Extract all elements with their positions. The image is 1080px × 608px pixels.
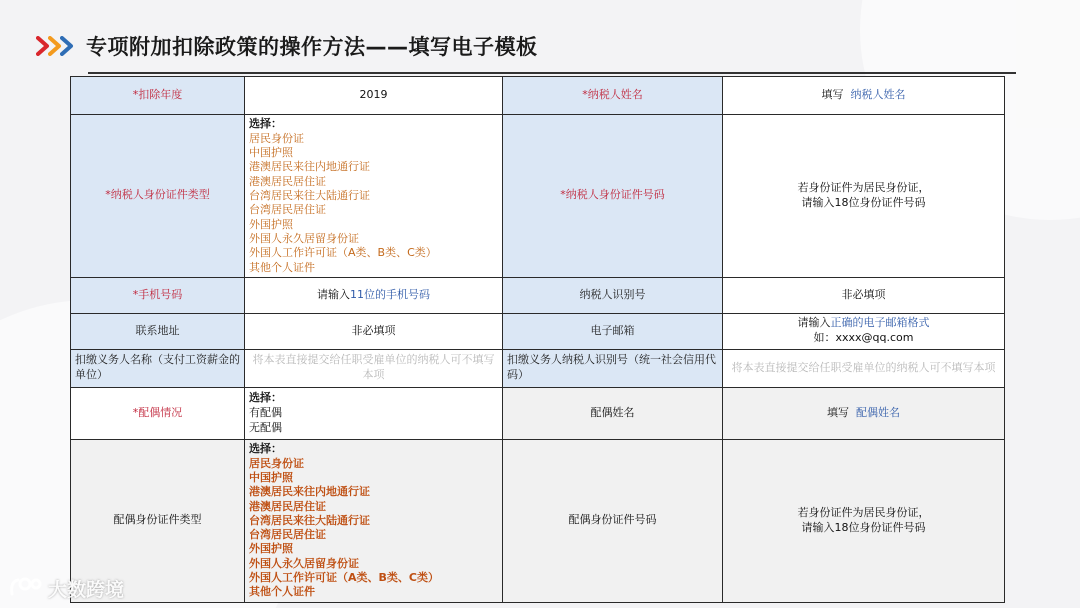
hint-highlight: 11位的手机号码 xyxy=(350,287,430,301)
field-label-deduction-year: *扣除年度 xyxy=(71,77,245,115)
spouse-id-number-hint xyxy=(723,439,1005,602)
option-item: 港澳居民居住证 xyxy=(249,499,326,513)
hint-prefix: 填写 xyxy=(821,88,844,102)
field-label-withholding-agent: 扣缴义务人名称（支付工资薪金的单位） xyxy=(71,349,245,387)
option-item: 外国护照 xyxy=(249,542,293,556)
option-item: 港澳居民居住证 xyxy=(249,174,326,188)
hint-prefix: 填写 xyxy=(827,405,849,419)
options-heading: 选择： xyxy=(249,117,282,130)
hint-line: 若身份证件为居民身份证， xyxy=(797,505,930,519)
id-number-hint xyxy=(723,115,1005,278)
option-item: 外国护照 xyxy=(249,217,293,231)
option-item: 其他个人证件 xyxy=(249,585,315,599)
option-item: 港澳居民来往内地通行证 xyxy=(249,160,370,174)
watermark xyxy=(8,574,124,603)
option-item: 台湾居民居住证 xyxy=(249,528,326,542)
options-heading: 选择： xyxy=(249,391,282,405)
table-row xyxy=(71,277,1005,313)
spouse-status-options xyxy=(245,387,503,439)
logo-icon xyxy=(8,574,42,603)
table-row xyxy=(71,313,1005,349)
option-item: 台湾居民来往大陆通行证 xyxy=(249,513,370,527)
field-label-id-type: *纳税人身份证件类型 xyxy=(71,115,245,278)
slide-header xyxy=(36,28,538,64)
title-divider xyxy=(88,72,1016,74)
field-label-spouse-status: *配偶情况 xyxy=(71,387,245,439)
table-row xyxy=(71,349,1005,387)
option-item: 台湾居民来往大陆通行证 xyxy=(249,189,370,203)
field-label-withholding-agent-id: 扣缴义务人纳税人识别号（统一社会信用代码） xyxy=(503,349,723,387)
field-label-address: 联系地址 xyxy=(71,313,245,349)
withholding-agent-id-hint: 将本表直接提交给任职受雇单位的纳税人可不填写本项 xyxy=(723,349,1005,387)
spouse-id-type-options xyxy=(245,439,503,602)
option-item: 台湾居民居住证 xyxy=(249,203,326,217)
hint-line: 若身份证件为居民身份证， xyxy=(797,181,930,195)
table-row xyxy=(71,77,1005,115)
spouse-name-hint xyxy=(723,387,1005,439)
table-row xyxy=(71,439,1005,602)
taxpayer-id-hint: 非必填项 xyxy=(723,277,1005,313)
email-example: 如：xxxx@qq.com xyxy=(813,331,914,345)
field-label-taxpayer-name: *纳税人姓名 xyxy=(503,77,723,115)
withholding-agent-hint: 将本表直接提交给任职受雇单位的纳税人可不填写本项 xyxy=(245,349,503,387)
hint-highlight: 纳税人姓名 xyxy=(850,88,906,102)
option-item: 居民身份证 xyxy=(249,456,304,470)
field-label-email: 电子邮箱 xyxy=(503,313,723,349)
hint-highlight: 配偶姓名 xyxy=(856,405,900,419)
option-item: 无配偶 xyxy=(249,420,282,434)
chevron-arrows-icon xyxy=(36,36,72,56)
field-label-spouse-name: 配偶姓名 xyxy=(503,387,723,439)
option-item: 外国人工作许可证（A类、B类、C类） xyxy=(249,571,439,585)
field-label-spouse-id-number: 配偶身份证件号码 xyxy=(503,439,723,602)
options-heading: 选择： xyxy=(249,441,282,455)
watermark-text: 大数跨境 xyxy=(48,579,125,601)
table-row xyxy=(71,387,1005,439)
deduction-year-value: 2019 xyxy=(245,77,503,115)
field-label-taxpayer-id: 纳税人识别号 xyxy=(503,277,723,313)
taxpayer-name-hint xyxy=(723,77,1005,115)
hint-line: 请输入18位身份证件号码 xyxy=(801,520,926,534)
option-item: 有配偶 xyxy=(249,405,282,419)
id-type-options xyxy=(245,115,503,278)
option-item: 外国人工作许可证（A类、B类、C类） xyxy=(249,246,437,260)
hint-line: 请输入18位身份证件号码 xyxy=(801,195,926,209)
option-item: 外国人永久居留身份证 xyxy=(249,556,359,570)
hint-highlight: 正确的电子邮箱格式 xyxy=(830,316,930,330)
option-item: 居民身份证 xyxy=(249,131,304,145)
hint-prefix: 请输入 xyxy=(797,316,831,330)
option-item: 外国人永久居留身份证 xyxy=(249,231,359,245)
email-hint xyxy=(723,313,1005,349)
table-row xyxy=(71,115,1005,278)
phone-hint xyxy=(245,277,503,313)
field-label-id-number: *纳税人身份证件号码 xyxy=(503,115,723,278)
address-hint: 非必填项 xyxy=(245,313,503,349)
option-item: 港澳居民来往内地通行证 xyxy=(249,485,370,499)
template-table xyxy=(70,76,1005,603)
field-label-spouse-id-type: 配偶身份证件类型 xyxy=(71,439,245,602)
option-item: 中国护照 xyxy=(249,470,293,484)
field-label-phone: *手机号码 xyxy=(71,277,245,313)
hint-prefix: 请输入 xyxy=(317,287,350,301)
option-item: 中国护照 xyxy=(249,146,293,160)
option-item: 其他个人证件 xyxy=(249,260,315,274)
page-title: 专项附加扣除政策的操作方法——填写电子模板 xyxy=(86,35,538,59)
